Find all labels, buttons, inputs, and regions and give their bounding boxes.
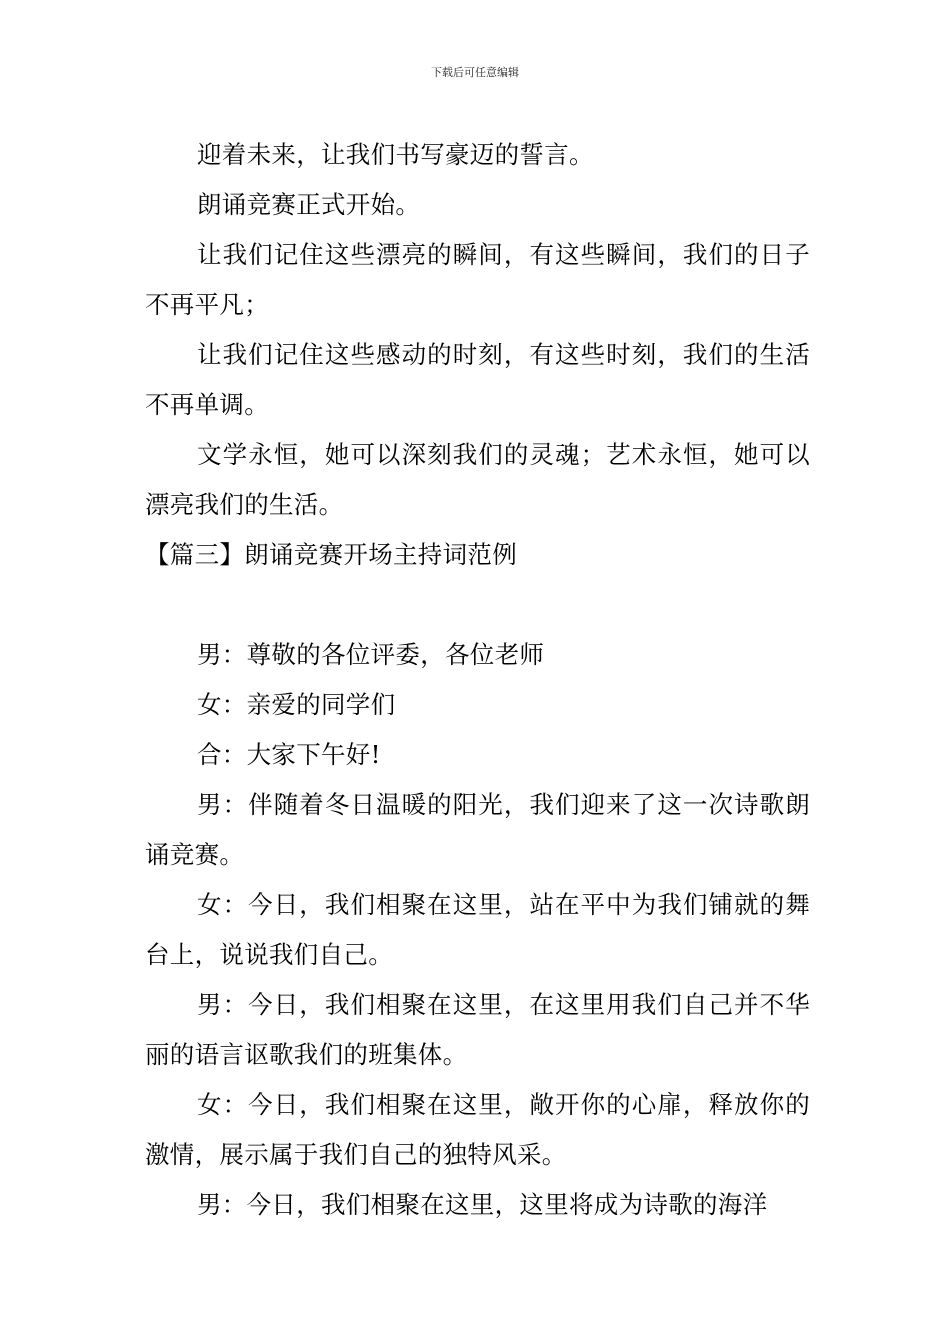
- paragraph: 迎着未来，让我们书写豪迈的誓言。: [197, 140, 594, 169]
- dialogue-line: 男：伴随着冬日温暖的阳光，我们迎来了这一次诗歌朗诵竞赛。: [145, 790, 810, 869]
- dialogue-line: 女：亲爱的同学们: [197, 690, 396, 719]
- paragraph: 让我们记住这些漂亮的瞬间，有这些瞬间，我们的日子不再平凡；: [145, 240, 810, 319]
- section-heading: 【篇三】朗诵竞赛开场主持词范例: [145, 540, 517, 569]
- dialogue-line: 合：大家下午好!: [197, 740, 381, 769]
- paragraph: 让我们记住这些感动的时刻，有这些时刻，我们的生活不再单调。: [145, 340, 810, 419]
- dialogue-line: 男：今日，我们相聚在这里，这里将成为诗歌的海洋: [197, 1190, 768, 1219]
- paragraph: 朗诵竞赛正式开始。: [197, 190, 421, 219]
- page-header-note: 下载后可任意编辑: [431, 66, 519, 79]
- document-body: [145, 130, 810, 1230]
- dialogue-line: 女：今日，我们相聚在这里，敞开你的心扉，释放你的激情，展示属于我们自己的独特风采。: [145, 1090, 810, 1169]
- dialogue-line: 男：今日，我们相聚在这里，在这里用我们自己并不华丽的语言讴歌我们的班集体。: [145, 990, 810, 1069]
- dialogue-line: 女：今日，我们相聚在这里，站在平中为我们铺就的舞台上，说说我们自己。: [145, 890, 810, 969]
- paragraph: 文学永恒，她可以深刻我们的灵魂；艺术永恒，她可以漂亮我们的生活。: [145, 440, 810, 519]
- blank-line: [145, 580, 810, 630]
- dialogue-line: 男：尊敬的各位评委，各位老师: [197, 640, 545, 669]
